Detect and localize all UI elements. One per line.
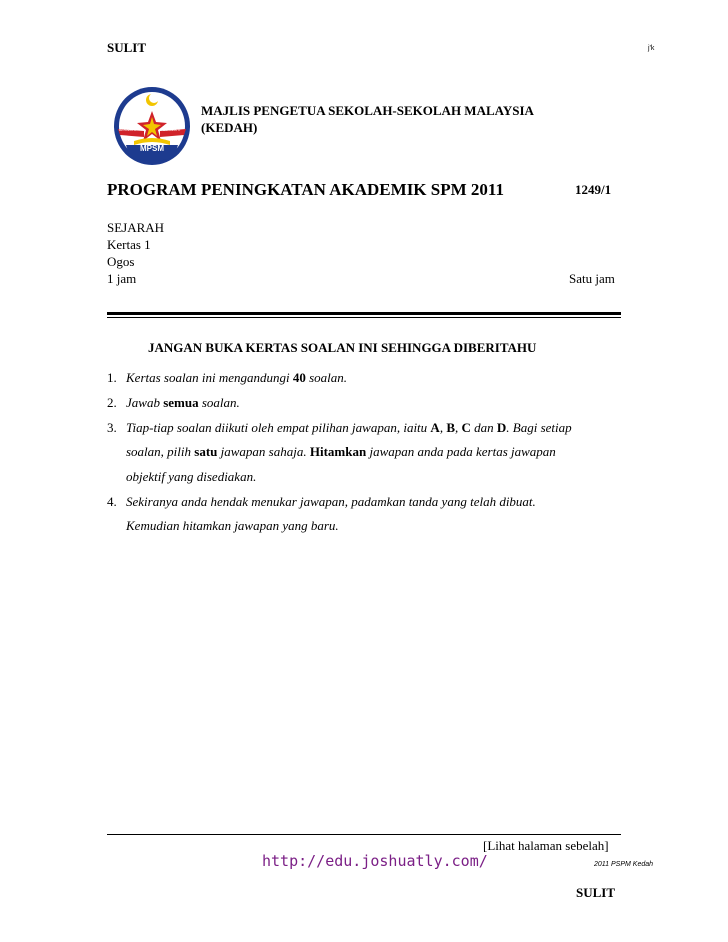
instruction-number: 1. — [107, 370, 117, 385]
instruction-4-line-1 — [107, 494, 536, 510]
instruction-3-line-3 — [126, 469, 256, 485]
divider-thin — [107, 317, 621, 318]
next-page-note: [Lihat halaman sebelah] — [483, 838, 609, 853]
instruction-number: 3. — [107, 420, 117, 435]
instruction-text: . Bagi setiap — [506, 420, 572, 435]
instruction-text: Sekiranya anda hendak menukar jawapan, padamkan tanda yang telah dibuat. — [126, 494, 536, 509]
exam-month: Ogos — [107, 254, 135, 269]
option-a: A — [430, 420, 440, 435]
footer-credit: 2011 PSPM Kedah — [594, 861, 654, 868]
source-url: http://edu.joshuatly.com/ — [262, 852, 488, 870]
option-c: C — [461, 420, 471, 435]
instruction-2 — [107, 395, 240, 411]
footer-rule — [107, 834, 621, 835]
instruction-text: soalan, pilih — [126, 444, 195, 459]
footer-sulit: SULIT — [576, 885, 616, 900]
exam-duration-words: Satu jam — [569, 271, 615, 286]
subject-name: SEJARAH — [107, 220, 165, 235]
instruction-1 — [107, 370, 347, 386]
instruction-4-line-2 — [126, 518, 339, 534]
instruction-bold: satu — [194, 444, 218, 459]
instruction-3-line-1 — [107, 420, 572, 436]
paper-code: 1249/1 — [575, 182, 612, 197]
logo-label: MPSM — [140, 144, 164, 153]
mpsm-logo — [112, 85, 192, 167]
instruction-bold: 40 — [292, 370, 306, 385]
instruction-bold: semua — [163, 395, 199, 410]
header-sulit: SULIT — [107, 40, 147, 55]
logo-ribbon-left: BERBAKTI — [119, 128, 137, 132]
instruction-text: soalan. — [305, 370, 348, 385]
instruction-text: jawapan anda pada kertas jawapan — [366, 444, 556, 459]
instruction-text: Kertas soalan ini mengandungi — [126, 370, 293, 385]
separator: , — [454, 420, 462, 435]
warning-text: JANGAN BUKA KERTAS SOALAN INI SEHINGGA DIBERITAHU — [148, 340, 537, 355]
instruction-text: Kemudian hitamkan jawapan yang baru. — [126, 518, 339, 533]
instruction-number: 2. — [107, 395, 117, 410]
logo-ribbon-right: BERBAKTI — [163, 128, 181, 132]
option-d: D — [496, 420, 507, 435]
paper-number: Kertas 1 — [107, 237, 151, 252]
separator: , — [439, 420, 447, 435]
instruction-text: jawapan sahaja. — [217, 444, 310, 459]
exam-duration: 1 jam — [107, 271, 137, 286]
instruction-text: objektif yang disediakan. — [126, 469, 257, 484]
option-b: B — [446, 420, 455, 435]
council-name: MAJLIS PENGETUA SEKOLAH-SEKOLAH MALAYSIA — [201, 103, 534, 118]
conjunction: dan — [470, 420, 497, 435]
instruction-text: Jawab — [126, 395, 164, 410]
council-state: (KEDAH) — [201, 120, 258, 135]
instruction-3-line-2 — [126, 444, 556, 460]
instruction-bold: Hitamkan — [309, 444, 367, 459]
divider-thick — [107, 312, 621, 315]
program-title: PROGRAM PENINGKATAN AKADEMIK SPM 2011 — [107, 180, 504, 199]
instruction-number: 4. — [107, 494, 117, 509]
instruction-text: soalan. — [198, 395, 240, 410]
instruction-text: Tiap-tiap soalan diikuti oleh empat pilihan jawapan, iaitu — [126, 420, 431, 435]
header-mark: j'k — [648, 45, 655, 52]
